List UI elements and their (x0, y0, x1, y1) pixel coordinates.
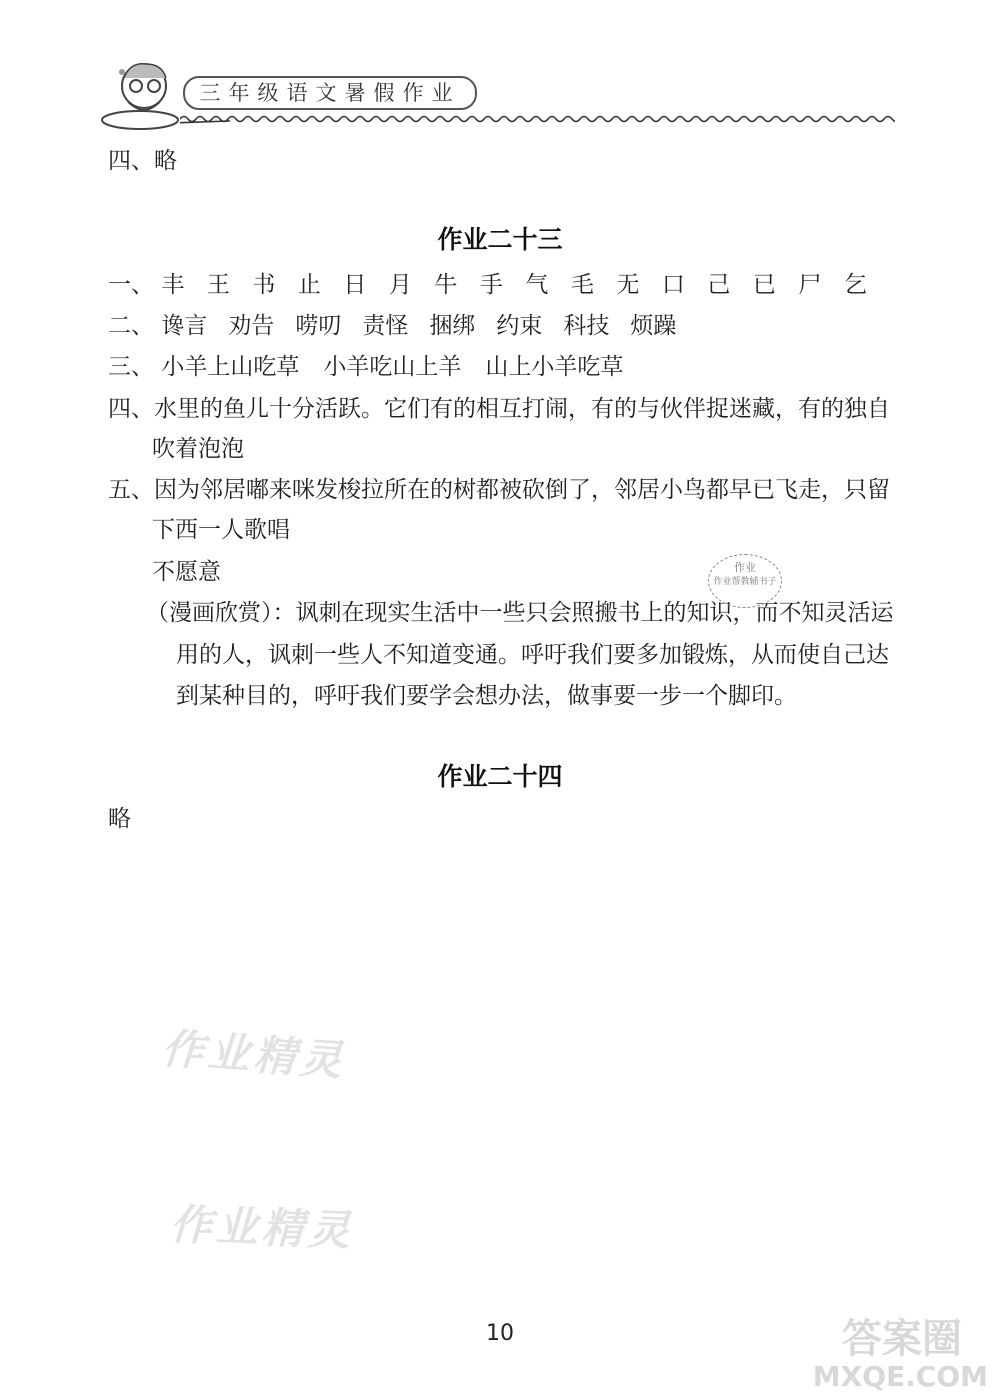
question-label: 二、 (108, 313, 154, 339)
char-item: 气 (525, 272, 549, 298)
watermark: 作业精灵 (160, 1023, 348, 1086)
page-number: 10 (486, 1321, 514, 1346)
char-item: 乞 (843, 272, 867, 298)
phrase-item: 小羊吃山上羊 (323, 354, 462, 380)
char-item: 毛 (570, 272, 594, 298)
page-title: 三年级语文暑假作业 (199, 81, 461, 105)
phrase-item: 小羊上山吃草 (161, 354, 300, 380)
char-item: 手 (479, 272, 503, 298)
site-logo-icon (792, 1310, 992, 1392)
question-label: 三、 (108, 354, 154, 380)
hw23-q5-line1: 五、因为邻居嘟来咪发梭拉所在的树都被砍倒了，邻居小鸟都早已飞走，只留 (108, 477, 890, 503)
hw23-q3 (108, 352, 647, 382)
hw23-comic-line2: 用的人，讽刺一些人不知道变通。呼吁我们要多加锻炼，从而使自己达 (176, 642, 889, 668)
stamp-line1: 作业 (734, 561, 756, 574)
word-item: 科技 (563, 313, 610, 339)
site-logo-bottom: MXQE.COM (812, 1360, 988, 1392)
word-list (161, 311, 697, 341)
char-item: 口 (661, 272, 685, 298)
hw23-comic-line3: 到某种目的，呼吁我们要学会想办法，做事要一步一个脚印。 (176, 683, 797, 709)
char-item: 无 (616, 272, 640, 298)
hw23-q4-line1: 四、水里的鱼儿十分活跃。它们有的相互打闹，有的与伙伴捉迷藏，有的独自 (108, 396, 890, 422)
char-item: 已 (752, 272, 776, 298)
word-item: 谗言 (161, 313, 208, 339)
char-item: 书 (252, 272, 276, 298)
hw23-q1 (108, 270, 889, 300)
hw23-q4-line2: 吹着泡泡 (152, 436, 244, 462)
phrase-item: 山上小羊吃草 (485, 354, 624, 380)
hw24-body: 略 (108, 806, 131, 832)
char-item: 月 (388, 272, 412, 298)
header-wavy-rule (180, 112, 895, 126)
stamp-line2: 作业帮教辅书子 (713, 577, 777, 587)
char-item: 己 (707, 272, 731, 298)
char-item: 牛 (434, 272, 458, 298)
watermark: 作业精灵 (169, 1199, 355, 1256)
word-item: 唠叨 (295, 313, 342, 339)
word-item: 劝告 (228, 313, 275, 339)
char-list (161, 270, 889, 300)
section-heading-hw24: 作业二十四 (437, 762, 563, 791)
phrase-list (161, 352, 647, 382)
char-item: 王 (206, 272, 230, 298)
stamp-icon (708, 554, 782, 608)
question-label: 一、 (108, 272, 154, 298)
word-item: 捆绑 (429, 313, 476, 339)
char-item: 尸 (798, 272, 822, 298)
hw23-comic-line1: （漫画欣赏）：讽刺在现实生活中一些只会照搬书上的知识，而不知灵活运 (146, 600, 894, 626)
char-item: 止 (297, 272, 321, 298)
char-item: 日 (343, 272, 367, 298)
word-item: 约束 (496, 313, 543, 339)
hw23-q5-line2: 下西一人歌唱 (152, 517, 290, 543)
prev-answer-item-4: 四、略 (108, 148, 177, 174)
char-item: 丰 (161, 272, 185, 298)
hw23-q2 (108, 311, 697, 341)
site-logo-top: 答案圈 (842, 1316, 962, 1362)
word-item: 责怪 (362, 313, 409, 339)
section-heading-hw23: 作业二十三 (437, 225, 563, 254)
hw23-q5-line3: 不愿意 (152, 559, 221, 585)
word-item: 烦躁 (630, 313, 677, 339)
